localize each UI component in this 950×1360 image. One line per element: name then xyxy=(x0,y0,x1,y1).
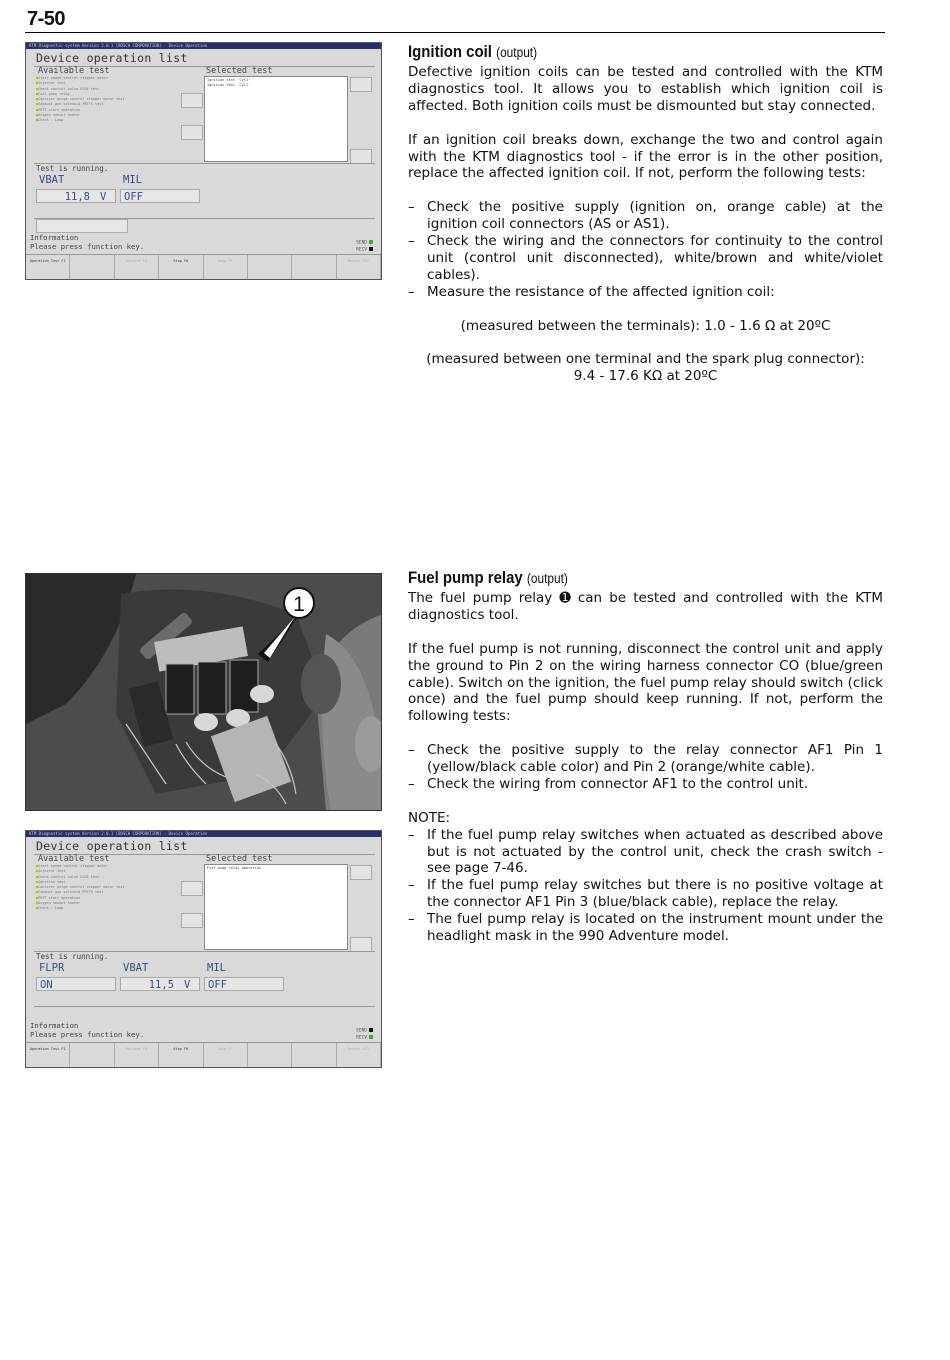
page-number: 7-50 xyxy=(27,8,66,30)
value-unit: V xyxy=(184,979,191,991)
title-suffix: (output) xyxy=(496,45,538,60)
fuel-paragraph-2: If the fuel pump is not running, disconnect the control unit and apply the ground to Pin 2 on the wiring harness connector CO (blue/green cable). Switch on the ignition, the fuel pump relay should switch (click once) and the fuel pump should keep running. If not, perform the following tests: xyxy=(408,640,883,725)
available-test-item[interactable]: ■ Canister purge control stepper motor test xyxy=(36,885,178,890)
recv-label: RECV xyxy=(356,1035,367,1041)
available-test-list[interactable] xyxy=(36,76,178,164)
function-key-button[interactable] xyxy=(70,255,114,279)
selected-test-item[interactable]: Ignition test 'Cyl2' xyxy=(207,83,251,87)
value-reading: 11,8 xyxy=(64,191,90,203)
diagnostic-screen-fuel-pump xyxy=(25,830,382,1068)
selected-test-list[interactable] xyxy=(204,76,348,162)
remove-test-button[interactable] xyxy=(181,125,203,140)
info-message: Please press function key. xyxy=(30,1029,145,1039)
title-suffix: (output) xyxy=(526,571,568,586)
resistance-spec-terminals: (measured between the terminals): 1.0 - 1.6 Ω at 20ºC xyxy=(460,317,831,334)
function-key-button[interactable] xyxy=(248,1043,292,1067)
function-key-button[interactable]: Operation Test F1 xyxy=(26,1043,70,1067)
resistance-spec-spark-plug xyxy=(408,351,883,385)
value-column-field xyxy=(204,977,284,991)
value-column-field xyxy=(36,189,116,203)
function-key-button[interactable]: Restore F5 xyxy=(115,1043,159,1067)
available-test-item[interactable]: ■ Canister purge control stepper motor test xyxy=(36,97,178,102)
value-unit: V xyxy=(100,191,107,203)
fuel-paragraph-1: The fuel pump relay ➊ can be tested and controlled with the KTM diagnostics tool. xyxy=(408,590,883,623)
status-text: Test is running. xyxy=(36,952,109,961)
recv-led-icon xyxy=(369,1035,373,1039)
ignition-paragraph-2: If an ignition coil breaks down, exchange the two and control again with the KTM diagnostics tool - if the error is in the other position, replace the affected ignition coil. If not, perform the following tests: xyxy=(408,131,883,182)
value-reading: OFF xyxy=(124,191,143,203)
recv-led-icon xyxy=(369,247,373,251)
screen-heading: Device operation list xyxy=(36,51,188,65)
window-titlebar: KTM Diagnostic-system Version 2.0.1 [BOSCH CORPORATION] - Device Operation xyxy=(26,43,381,49)
add-test-button[interactable] xyxy=(181,881,203,896)
recv-label: RECV xyxy=(356,247,367,253)
function-key-button[interactable]: Operation Test F1 xyxy=(26,255,70,279)
value-column-field xyxy=(120,977,200,991)
available-test-item[interactable]: ■ Ignition test xyxy=(36,880,178,885)
list-item: – Check the positive supply to the relay connector AF1 Pin 1 (yellow/black cable color) and Pin 2 (orange/white cable). xyxy=(408,742,883,776)
ignition-coil-title xyxy=(408,41,826,64)
ignition-test-list xyxy=(408,199,883,300)
list-item: – If the fuel pump relay switches but there is no positive voltage at the connector AF1 Pin 3 (blue/black cable), replace the relay. xyxy=(408,877,883,911)
selected-test-list[interactable] xyxy=(204,864,348,950)
function-key-button[interactable] xyxy=(70,1043,114,1067)
available-test-item[interactable]: ■ Start speed control stepper motor xyxy=(36,864,178,869)
list-item: – If the fuel pump relay switches when actuated as described above but is not actuated by the control unit, check the crash switch - see page 7-46. xyxy=(408,827,883,878)
value-column-field xyxy=(120,189,200,203)
function-key-button[interactable] xyxy=(292,1043,336,1067)
spec-value: 9.4 - 17.6 KΩ at 20ºC xyxy=(573,368,718,385)
value-column-field xyxy=(36,977,116,991)
fuel-pump-relay-section xyxy=(408,567,883,962)
recv-indicator xyxy=(356,1035,373,1041)
selected-test-item[interactable]: Fuel pump relay Operation xyxy=(207,866,262,870)
selected-test-label: Selected test xyxy=(206,66,273,76)
info-message: Please press function key. xyxy=(30,241,145,251)
information-panel xyxy=(30,1022,144,1039)
down-button[interactable] xyxy=(350,149,372,164)
available-test-item[interactable]: ■ Oxygen sensor heater xyxy=(36,113,178,118)
available-test-label: Available test xyxy=(38,66,110,76)
value-column-label: MIL xyxy=(123,174,142,186)
info-title: Information xyxy=(30,1021,79,1030)
available-test-item[interactable]: ■ Fuel pump relay xyxy=(36,92,178,97)
value-column-label: VBAT xyxy=(123,962,149,974)
value-column-label: FLPR xyxy=(39,962,65,974)
photo-callout-label: 1 xyxy=(293,593,305,616)
note-list xyxy=(408,827,883,945)
title-text: Ignition coil xyxy=(408,42,492,61)
list-item: – Check the wiring and the connectors for continuity to the control unit (control unit disconnected), white/brown and white/violet cables). xyxy=(408,233,883,284)
status-text: Test is running. xyxy=(36,164,109,173)
divider xyxy=(34,1006,375,1007)
available-test-label: Available test xyxy=(38,854,110,864)
value-column-label: MIL xyxy=(207,962,226,974)
up-button[interactable] xyxy=(350,77,372,92)
down-button[interactable] xyxy=(350,937,372,952)
list-item: – Measure the resistance of the affected ignition coil: xyxy=(408,284,883,301)
available-test-item[interactable]: ■ Check - Lamp xyxy=(36,118,178,123)
send-label: SEND xyxy=(356,1028,367,1034)
available-test-item[interactable]: ■ Exhaust gas solenoid PRTTS test xyxy=(36,102,178,107)
send-indicator xyxy=(356,1028,373,1034)
progress-field xyxy=(36,219,128,233)
ignition-coil-section xyxy=(408,41,883,402)
function-key-button[interactable]: Return F12 xyxy=(337,1043,381,1067)
fuel-test-list xyxy=(408,742,883,793)
recv-indicator xyxy=(356,247,373,253)
fuel-pump-relay-title xyxy=(408,567,826,590)
send-label: SEND xyxy=(356,240,367,246)
title-text: Fuel pump relay xyxy=(408,568,523,587)
function-key-button[interactable] xyxy=(248,255,292,279)
available-test-item[interactable]: ■ Oxygen sensor heater xyxy=(36,901,178,906)
function-key-button[interactable]: Stop F6 xyxy=(159,255,203,279)
available-test-list[interactable] xyxy=(36,864,178,952)
function-key-button[interactable]: Stop F6 xyxy=(159,1043,203,1067)
value-reading: ON xyxy=(40,979,53,991)
spec-line: (measured between one terminal and the spark plug connector): xyxy=(426,351,865,368)
function-key-button[interactable]: Skip F7 xyxy=(204,255,248,279)
function-key-button[interactable]: Return F12 xyxy=(337,255,381,279)
window-titlebar: KTM Diagnostic-system Version 2.0.1 [BOSCH CORPORATION] - Device Operation xyxy=(26,831,381,837)
value-column-label: VBAT xyxy=(39,174,65,186)
list-item: – Check the wiring from connector AF1 to the control unit. xyxy=(408,776,883,793)
send-indicator xyxy=(356,240,373,246)
available-test-item[interactable]: ■ PRTT start operation xyxy=(36,108,178,113)
add-test-button[interactable] xyxy=(181,93,203,108)
available-test-item[interactable]: ■ Start speed control stepper motor xyxy=(36,76,178,81)
available-test-item[interactable]: ■ Check control valve EGSE test xyxy=(36,875,178,880)
function-key-button[interactable] xyxy=(292,255,336,279)
value-reading: 11,5 xyxy=(148,979,174,991)
selected-test-item[interactable]: Ignition test 'Cyl1' xyxy=(207,78,251,82)
value-reading: OFF xyxy=(208,979,227,991)
available-test-item[interactable]: ■ Injector test xyxy=(36,81,178,86)
remove-test-button[interactable] xyxy=(181,913,203,928)
send-led-icon xyxy=(369,240,373,244)
function-key-bar xyxy=(26,254,381,279)
send-led-icon xyxy=(369,1028,373,1032)
relay-photo-image xyxy=(26,574,382,811)
function-key-bar xyxy=(26,1042,381,1067)
ignition-paragraph-1: Defective ignition coils can be tested and controlled with the KTM diagnostics tool. It allows you to establish which ignition coil is affected. Both ignition coils must be dismounted but stay connected. xyxy=(408,64,883,114)
diagnostic-screen-ignition xyxy=(25,42,382,280)
note-label: NOTE: xyxy=(408,809,451,826)
screen-heading: Device operation list xyxy=(36,839,188,853)
list-item: – The fuel pump relay is located on the instrument mount under the headlight mask in the 990 Adventure model. xyxy=(408,911,883,945)
available-test-item[interactable]: ■ PRTT start operation xyxy=(36,896,178,901)
function-key-button[interactable]: Restore F5 xyxy=(115,255,159,279)
function-key-button[interactable]: Skip F7 xyxy=(204,1043,248,1067)
information-panel xyxy=(30,234,144,251)
selected-test-label: Selected test xyxy=(206,854,273,864)
up-button[interactable] xyxy=(350,865,372,880)
header-rule xyxy=(25,32,885,33)
available-test-item[interactable]: ■ Injector test xyxy=(36,869,178,874)
available-test-item[interactable]: ■ Check - Lamp xyxy=(36,906,178,911)
available-test-item[interactable]: ■ Exhaust gas solenoid PRTTS test xyxy=(36,890,178,895)
fuel-pump-relay-photo xyxy=(25,573,382,811)
list-item: – Check the positive supply (ignition on, orange cable) at the ignition coil connectors (AS or AS1). xyxy=(408,199,883,233)
available-test-item[interactable]: ■ Check control valve EGSE test xyxy=(36,87,178,92)
info-title: Information xyxy=(30,233,79,242)
